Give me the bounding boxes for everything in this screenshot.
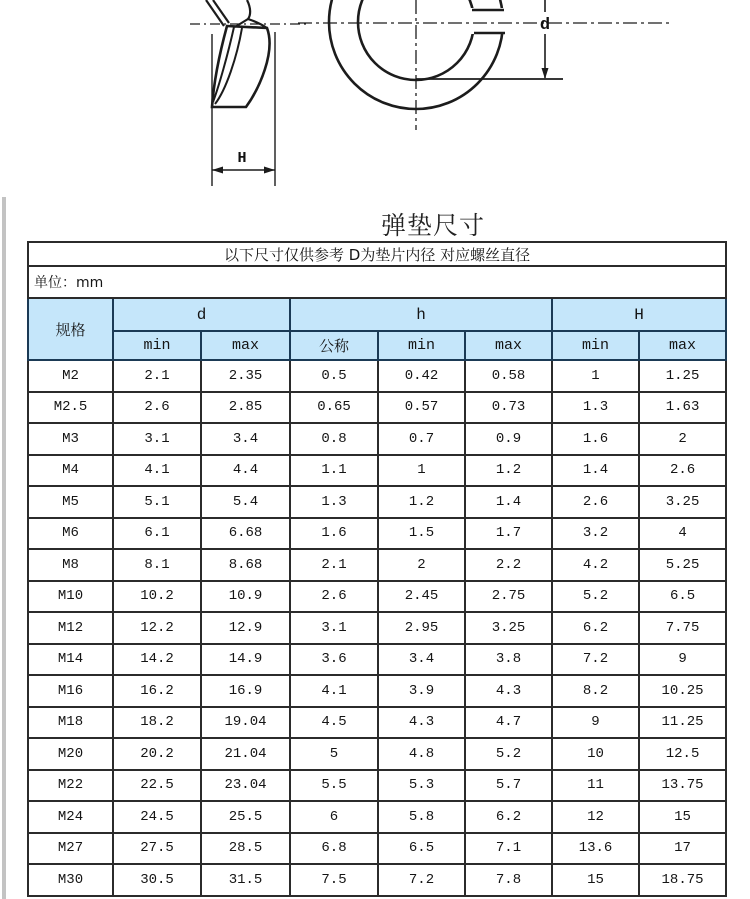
value-cell: 12.9 [201, 612, 290, 644]
spec-cell: M10 [28, 581, 113, 613]
value-cell: 27.5 [113, 833, 201, 865]
value-cell: 2.6 [552, 486, 639, 518]
spec-row [28, 864, 726, 896]
value-cell: 1.63 [639, 392, 726, 424]
value-cell: 3.8 [465, 644, 552, 676]
spec-row [28, 581, 726, 613]
note-row [28, 242, 726, 266]
value-cell: 1.3 [290, 486, 378, 518]
value-cell: 5.5 [290, 770, 378, 802]
value-cell: 1 [378, 455, 465, 487]
value-cell: 0.9 [465, 423, 552, 455]
value-cell: 1.2 [378, 486, 465, 518]
spec-row [28, 675, 726, 707]
value-cell: 7.5 [290, 864, 378, 896]
value-cell: 5.4 [201, 486, 290, 518]
value-cell: 0.5 [290, 360, 378, 392]
value-cell: 5.8 [378, 801, 465, 833]
value-cell: 2.75 [465, 581, 552, 613]
col-header-H-min: min [552, 331, 639, 360]
value-cell: 6.68 [201, 518, 290, 550]
spec-row [28, 612, 726, 644]
value-cell: 5.1 [113, 486, 201, 518]
value-cell: 0.65 [290, 392, 378, 424]
col-header-spec: 规格 [28, 298, 113, 360]
value-cell: 6.2 [552, 612, 639, 644]
value-cell: 4.3 [465, 675, 552, 707]
value-cell: 5.2 [552, 581, 639, 613]
spec-row [28, 518, 726, 550]
value-cell: 4.5 [290, 707, 378, 739]
value-cell: 7.2 [552, 644, 639, 676]
value-cell: 25.5 [201, 801, 290, 833]
value-cell: 0.58 [465, 360, 552, 392]
value-cell: 22.5 [113, 770, 201, 802]
value-cell: 13.6 [552, 833, 639, 865]
value-cell: 1.25 [639, 360, 726, 392]
spec-cell: M20 [28, 738, 113, 770]
value-cell: 3.25 [465, 612, 552, 644]
value-cell: 9 [639, 644, 726, 676]
spring-washer-technical-drawing [0, 0, 750, 197]
value-cell: 2.95 [378, 612, 465, 644]
spec-cell: M27 [28, 833, 113, 865]
value-cell: 23.04 [201, 770, 290, 802]
spec-table [27, 241, 727, 897]
value-cell: 11 [552, 770, 639, 802]
value-cell: 1.4 [465, 486, 552, 518]
value-cell: 5.2 [465, 738, 552, 770]
value-cell: 5.25 [639, 549, 726, 581]
unit-row [28, 266, 726, 298]
value-cell: 0.73 [465, 392, 552, 424]
value-cell: 12.5 [639, 738, 726, 770]
value-cell: 2.35 [201, 360, 290, 392]
value-cell: 18.75 [639, 864, 726, 896]
spec-cell: M5 [28, 486, 113, 518]
value-cell: 2 [378, 549, 465, 581]
value-cell: 9 [552, 707, 639, 739]
spec-table-body [28, 360, 726, 896]
value-cell: 10.25 [639, 675, 726, 707]
value-cell: 12.2 [113, 612, 201, 644]
value-cell: 15 [552, 864, 639, 896]
value-cell: 12 [552, 801, 639, 833]
value-cell: 14.9 [201, 644, 290, 676]
value-cell: 6.5 [639, 581, 726, 613]
value-cell: 21.04 [201, 738, 290, 770]
col-group-d: d [113, 298, 290, 331]
value-cell: 2 [639, 423, 726, 455]
col-header-H-max: max [639, 331, 726, 360]
d-arrow-down [542, 68, 549, 79]
value-cell: 2.1 [113, 360, 201, 392]
value-cell: 4.2 [552, 549, 639, 581]
spec-row [28, 423, 726, 455]
value-cell: 7.1 [465, 833, 552, 865]
spec-cell: M16 [28, 675, 113, 707]
spec-row [28, 770, 726, 802]
value-cell: 1.1 [290, 455, 378, 487]
value-cell: 14.2 [113, 644, 201, 676]
spec-cell: M4 [28, 455, 113, 487]
value-cell: 8.1 [113, 549, 201, 581]
spec-cell: M14 [28, 644, 113, 676]
spec-row [28, 392, 726, 424]
value-cell: 7.75 [639, 612, 726, 644]
value-cell: 4.1 [290, 675, 378, 707]
value-cell: 6.2 [465, 801, 552, 833]
spec-row [28, 644, 726, 676]
table-note: 以下尺寸仅供参考 D为垫片内径 对应螺丝直径 [28, 242, 726, 266]
h-arrow-right [264, 167, 275, 174]
col-header-h-nominal: 公称 [290, 331, 378, 360]
header-sub-row [28, 331, 726, 360]
header-group-row [28, 298, 726, 331]
value-cell: 7.8 [465, 864, 552, 896]
value-cell: 3.6 [290, 644, 378, 676]
value-cell: 6 [290, 801, 378, 833]
value-cell: 2.6 [290, 581, 378, 613]
value-cell: 1 [552, 360, 639, 392]
spec-cell: M12 [28, 612, 113, 644]
h-dimension-label: H [237, 150, 247, 167]
value-cell: 16.2 [113, 675, 201, 707]
value-cell: 2.45 [378, 581, 465, 613]
value-cell: 3.9 [378, 675, 465, 707]
value-cell: 28.5 [201, 833, 290, 865]
value-cell: 4.1 [113, 455, 201, 487]
spec-row [28, 360, 726, 392]
value-cell: 5.3 [378, 770, 465, 802]
value-cell: 6.5 [378, 833, 465, 865]
spec-cell: M6 [28, 518, 113, 550]
spec-row [28, 549, 726, 581]
spec-cell: M3 [28, 423, 113, 455]
value-cell: 18.2 [113, 707, 201, 739]
value-cell: 3.2 [552, 518, 639, 550]
value-cell: 10.2 [113, 581, 201, 613]
side-view [190, 0, 310, 186]
spec-row [28, 801, 726, 833]
page-left-border [2, 197, 6, 899]
spec-row [28, 833, 726, 865]
value-cell: 0.57 [378, 392, 465, 424]
value-cell: 10 [552, 738, 639, 770]
spec-cell: M8 [28, 549, 113, 581]
value-cell: 15 [639, 801, 726, 833]
col-header-h-min: min [378, 331, 465, 360]
value-cell: 19.04 [201, 707, 290, 739]
spec-row [28, 707, 726, 739]
value-cell: 10.9 [201, 581, 290, 613]
value-cell: 2.85 [201, 392, 290, 424]
value-cell: 1.3 [552, 392, 639, 424]
value-cell: 3.4 [201, 423, 290, 455]
value-cell: 2.1 [290, 549, 378, 581]
value-cell: 1.4 [552, 455, 639, 487]
value-cell: 1.6 [290, 518, 378, 550]
value-cell: 1.2 [465, 455, 552, 487]
value-cell: 3.4 [378, 644, 465, 676]
spec-cell: M24 [28, 801, 113, 833]
value-cell: 8.2 [552, 675, 639, 707]
value-cell: 4.3 [378, 707, 465, 739]
value-cell: 2.2 [465, 549, 552, 581]
col-header-h-max: max [465, 331, 552, 360]
h-arrow-left [212, 167, 223, 174]
value-cell: 3.25 [639, 486, 726, 518]
col-header-d-min: min [113, 331, 201, 360]
value-cell: 20.2 [113, 738, 201, 770]
value-cell: 4.8 [378, 738, 465, 770]
spec-cell: M2.5 [28, 392, 113, 424]
d-dimension-label: d [539, 16, 551, 35]
spec-cell: M18 [28, 707, 113, 739]
value-cell: 11.25 [639, 707, 726, 739]
value-cell: 3.1 [113, 423, 201, 455]
value-cell: 0.8 [290, 423, 378, 455]
spec-cell: M22 [28, 770, 113, 802]
value-cell: 4 [639, 518, 726, 550]
value-cell: 13.75 [639, 770, 726, 802]
value-cell: 1.7 [465, 518, 552, 550]
value-cell: 2.6 [113, 392, 201, 424]
value-cell: 1.5 [378, 518, 465, 550]
col-header-d-max: max [201, 331, 290, 360]
spec-row [28, 486, 726, 518]
spec-row [28, 455, 726, 487]
section-title: 弹垫尺寸 [381, 211, 486, 240]
value-cell: 1.6 [552, 423, 639, 455]
value-cell: 2.6 [639, 455, 726, 487]
value-cell: 30.5 [113, 864, 201, 896]
value-cell: 4.4 [201, 455, 290, 487]
col-group-H: H [552, 298, 726, 331]
value-cell: 24.5 [113, 801, 201, 833]
value-cell: 0.7 [378, 423, 465, 455]
value-cell: 16.9 [201, 675, 290, 707]
unit-label: 单位：mm [28, 266, 726, 298]
value-cell: 7.2 [378, 864, 465, 896]
value-cell: 5.7 [465, 770, 552, 802]
value-cell: 6.1 [113, 518, 201, 550]
value-cell: 8.68 [201, 549, 290, 581]
spec-row [28, 738, 726, 770]
value-cell: 31.5 [201, 864, 290, 896]
value-cell: 5 [290, 738, 378, 770]
front-view [298, 0, 672, 130]
value-cell: 4.7 [465, 707, 552, 739]
col-group-h: h [290, 298, 552, 331]
spec-cell: M30 [28, 864, 113, 896]
spec-cell: M2 [28, 360, 113, 392]
value-cell: 3.1 [290, 612, 378, 644]
value-cell: 0.42 [378, 360, 465, 392]
value-cell: 6.8 [290, 833, 378, 865]
value-cell: 17 [639, 833, 726, 865]
